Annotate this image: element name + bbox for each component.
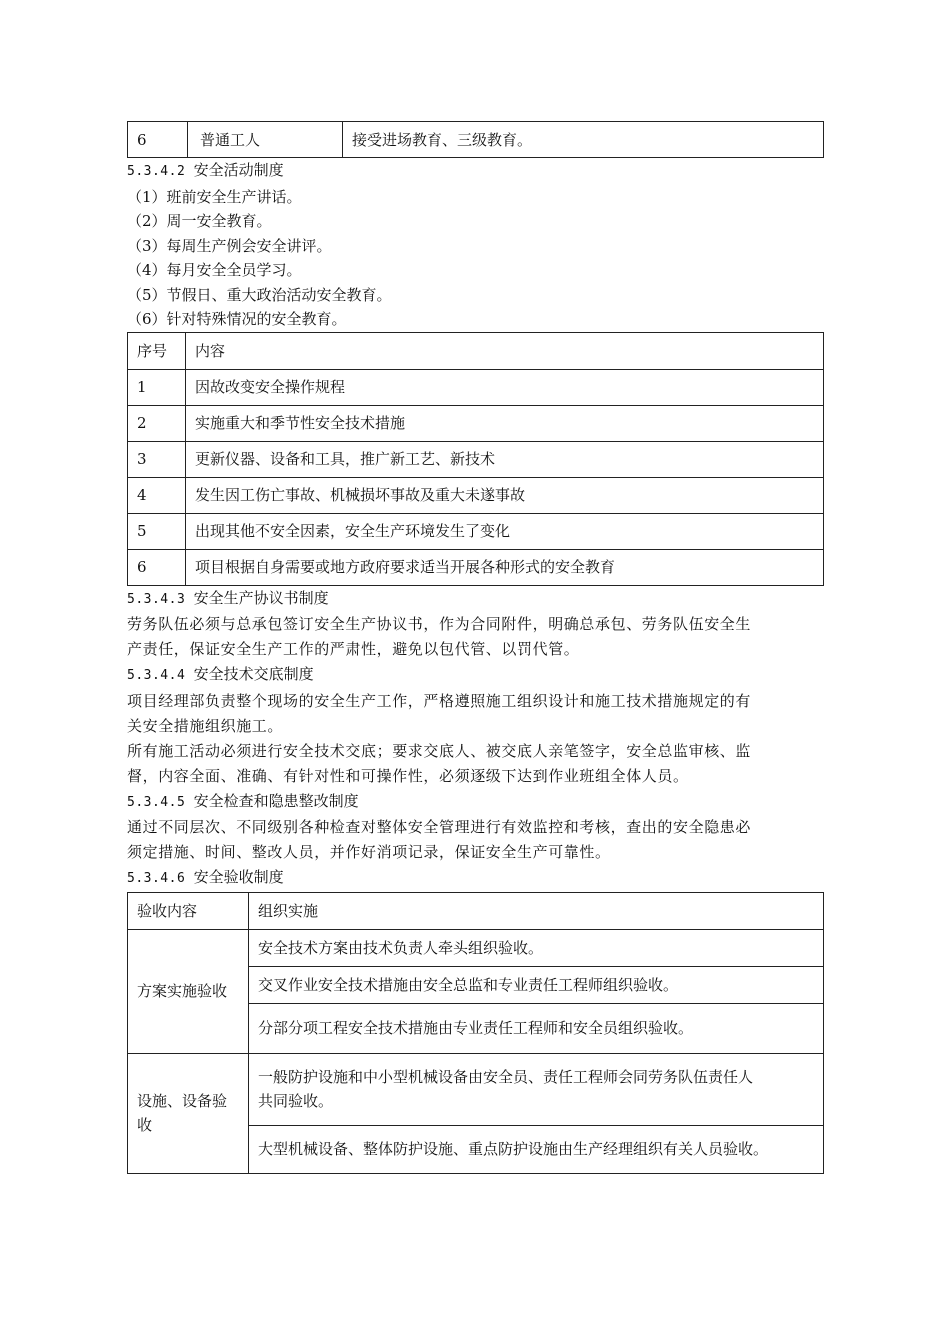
section-heading-5-3-4-2: 5.3.4.2 安全活动制度	[127, 161, 284, 179]
row-content: 发生因工伤亡事故、机械损坏事故及重大未遂事故	[186, 477, 824, 513]
header-organization: 组织实施	[249, 892, 824, 929]
acceptance-table	[127, 892, 824, 1174]
row-number: 6	[128, 122, 188, 158]
header-acceptance: 验收内容	[128, 892, 249, 929]
list-item: （2）周一安全教育。	[127, 212, 272, 230]
row-content: 项目根据自身需要或地方政府要求适当开展各种形式的安全教育	[186, 549, 824, 585]
table-row	[128, 1053, 824, 1125]
row-content: 大型机械设备、整体防护设施、重点防护设施由生产经理组织有关人员验收。	[249, 1125, 824, 1173]
row-content: 因故改变安全操作规程	[186, 369, 824, 405]
list-item: （6）针对特殊情况的安全教育。	[127, 310, 347, 328]
row-content-line: 共同验收。	[258, 1092, 334, 1110]
list-item: （5）节假日、重大政治活动安全教育。	[127, 285, 392, 304]
paragraph-line: 督，内容全面、准确、有针对性和可操作性，必须逐级下达到作业班组全体人员。	[127, 766, 689, 785]
row-content: 安全技术方案由技术负责人牵头组织验收。	[249, 929, 824, 966]
row-number: 5	[128, 513, 186, 549]
row-content: 出现其他不安全因素，安全生产环境发生了变化	[186, 513, 824, 549]
table-header-row	[128, 892, 824, 929]
section-heading-5-3-4-6: 5.3.4.6 安全验收制度	[127, 868, 284, 886]
row-content: 交叉作业安全技术措施由安全总监和专业责任工程师组织验收。	[249, 966, 824, 1003]
row-number: 2	[128, 405, 186, 441]
group-label-line: 收	[137, 1116, 153, 1134]
row-content: 分部分项工程安全技术措施由专业责任工程师和安全员组织验收。	[249, 1003, 824, 1053]
group-label-facility	[128, 1053, 249, 1173]
group-label-plan: 方案实施验收	[128, 929, 249, 1053]
row-content: 实施重大和季节性安全技术措施	[186, 405, 824, 441]
table-row	[128, 122, 824, 158]
row-content-line: 一般防护设施和中小型机械设备由安全员、责任工程师会同劳务队伍责任人	[258, 1068, 754, 1086]
content-cell: 接受进场教育、三级教育。	[343, 122, 824, 158]
document-page	[127, 121, 824, 1174]
paragraph-line: 劳务队伍必须与总承包签订安全生产协议书，作为合同附件，明确总承包、劳务队伍安全生	[127, 615, 752, 633]
paragraph-line: 产责任，保证安全生产工作的严肃性，避免以包代管、以罚代管。	[127, 640, 580, 658]
table-row	[128, 549, 824, 585]
list-item: （1）班前安全生产讲话。	[127, 187, 302, 206]
group-label-line: 设施、设备验	[137, 1092, 228, 1110]
table-row	[128, 929, 824, 966]
row-number: 4	[128, 477, 186, 513]
list-item: （3）每周生产例会安全讲评。	[127, 236, 332, 255]
safety-education-table	[127, 332, 824, 586]
role-cell: 普通工人	[188, 122, 343, 158]
table-row	[128, 477, 824, 513]
table-row	[128, 513, 824, 549]
paragraph-line: 须定措施、时间、整改人员，并作好消项记录，保证安全生产可靠性。	[127, 843, 611, 861]
row-content	[249, 1053, 824, 1125]
table-row	[128, 405, 824, 441]
row-number: 6	[128, 549, 186, 585]
row-number: 3	[128, 441, 186, 477]
section-heading-5-3-4-5: 5.3.4.5 安全检查和隐患整改制度	[127, 791, 359, 810]
header-content: 内容	[186, 332, 824, 369]
paragraph-line: 通过不同层次、不同级别各种检查对整体安全管理进行有效监控和考核，查出的安全隐患必	[127, 818, 752, 836]
table-row	[128, 441, 824, 477]
education-table-tail	[127, 121, 824, 158]
table-header-row	[128, 332, 824, 369]
paragraph-line: 所有施工活动必须进行安全技术交底；要求交底人、被交底人亲笔签字，安全总监审核、监	[127, 741, 752, 760]
section-heading-5-3-4-4: 5.3.4.4 安全技术交底制度	[127, 665, 314, 683]
section-heading-5-3-4-3: 5.3.4.3 安全生产协议书制度	[127, 588, 329, 607]
table-row	[128, 369, 824, 405]
header-index: 序号	[128, 332, 186, 369]
row-content: 更新仪器、设备和工具，推广新工艺、新技术	[186, 441, 824, 477]
paragraph-line: 项目经理部负责整个现场的安全生产工作，严格遵照施工组织设计和施工技术措施规定的有	[127, 691, 752, 710]
paragraph-line: 关安全措施组织施工。	[127, 716, 284, 735]
row-number: 1	[128, 369, 186, 405]
list-item: （4）每月安全全员学习。	[127, 261, 302, 279]
